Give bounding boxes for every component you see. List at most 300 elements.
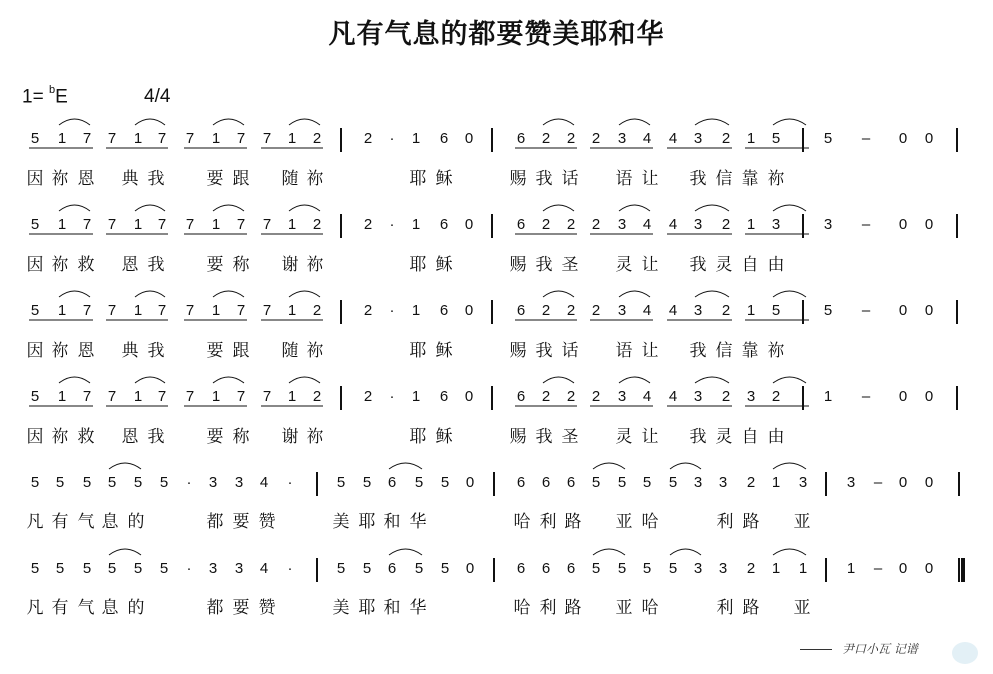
- note: 5: [336, 560, 346, 577]
- note: 2: [591, 216, 601, 233]
- lyric-char: 哈: [513, 598, 531, 618]
- note: 1: [57, 130, 67, 147]
- slur: [773, 291, 806, 297]
- lyric-char: 稣: [435, 255, 453, 275]
- note: 7: [107, 130, 117, 147]
- note: 2: [363, 302, 373, 319]
- note: 1: [823, 388, 833, 405]
- lyric-char: 华: [409, 598, 427, 618]
- lyric-char: 要: [206, 169, 224, 189]
- lyric-char: 凡: [26, 512, 44, 532]
- note: ·: [389, 388, 395, 405]
- note: 1: [287, 388, 297, 405]
- lyric-char: 路: [564, 598, 582, 618]
- lyric-char: 华: [409, 512, 427, 532]
- note: 5: [440, 560, 450, 577]
- note: 2: [721, 388, 731, 405]
- note: –: [873, 560, 883, 577]
- note: 6: [439, 216, 449, 233]
- note: 5: [159, 560, 169, 577]
- note: 0: [898, 130, 908, 147]
- note: 3: [693, 216, 703, 233]
- note: 1: [746, 130, 756, 147]
- note: –: [861, 302, 871, 319]
- lyric-char: 让: [641, 255, 659, 275]
- key-prefix: 1=: [22, 86, 44, 108]
- note: 6: [566, 560, 576, 577]
- note: 5: [30, 560, 40, 577]
- slur: [695, 291, 729, 297]
- note: 2: [721, 216, 731, 233]
- slur: [289, 377, 320, 383]
- note: 5: [30, 302, 40, 319]
- note: 7: [82, 388, 92, 405]
- lyric-char: 利: [716, 512, 734, 532]
- note: 4: [642, 130, 652, 147]
- note: 5: [823, 302, 833, 319]
- note: 5: [668, 560, 678, 577]
- note: 2: [566, 130, 576, 147]
- note: 1: [133, 302, 143, 319]
- note: 6: [541, 560, 551, 577]
- note: 3: [693, 474, 703, 491]
- note: 4: [642, 216, 652, 233]
- note: 5: [668, 474, 678, 491]
- lyric-char: 我: [535, 169, 553, 189]
- note: 2: [541, 216, 551, 233]
- slur: [695, 119, 729, 125]
- note: 2: [363, 216, 373, 233]
- note: 0: [924, 130, 934, 147]
- note: 7: [262, 388, 272, 405]
- note: 5: [771, 130, 781, 147]
- lyric-char: 利: [539, 512, 557, 532]
- note: 7: [185, 130, 195, 147]
- lyric-char: 因: [26, 169, 44, 189]
- note: 4: [642, 388, 652, 405]
- note: 5: [362, 560, 372, 577]
- note: ·: [287, 560, 293, 577]
- lyric-char: 哈: [641, 598, 659, 618]
- lyric-char: 赐: [509, 427, 527, 447]
- note: 5: [414, 560, 424, 577]
- note: 7: [236, 302, 246, 319]
- lyric-char: 谢: [281, 255, 299, 275]
- lyric-char: 祢: [51, 169, 69, 189]
- lyric-char: 祢: [767, 341, 785, 361]
- note: 2: [721, 302, 731, 319]
- lyric-char: 稣: [435, 427, 453, 447]
- lyric-char: 祢: [51, 341, 69, 361]
- note: 7: [107, 388, 117, 405]
- lyric-char: 美: [332, 598, 350, 618]
- slur: [213, 291, 244, 297]
- note: 5: [30, 216, 40, 233]
- lyric-char: 耶: [409, 169, 427, 189]
- lyric-char: 称: [232, 255, 250, 275]
- note: 6: [516, 474, 526, 491]
- lyric-char: 亚: [615, 512, 633, 532]
- note: 0: [924, 560, 934, 577]
- note: 3: [617, 130, 627, 147]
- lyric-char: 自: [741, 427, 759, 447]
- lyric-char: 语: [615, 169, 633, 189]
- lyric-char: 我: [689, 341, 707, 361]
- lyric-char: 要: [206, 255, 224, 275]
- lyric-char: 因: [26, 255, 44, 275]
- note: 0: [465, 474, 475, 491]
- note: 6: [439, 388, 449, 405]
- key-note: E: [55, 86, 68, 108]
- lyric-char: 赐: [509, 255, 527, 275]
- note: 2: [312, 130, 322, 147]
- note: 2: [312, 216, 322, 233]
- lyric-char: 靠: [741, 169, 759, 189]
- note: 0: [464, 130, 474, 147]
- lyric-char: 圣: [561, 255, 579, 275]
- lyric-char: 语: [615, 341, 633, 361]
- score-line: [27, 119, 958, 189]
- note: 3: [234, 560, 244, 577]
- note: 0: [924, 388, 934, 405]
- note: 2: [541, 302, 551, 319]
- note: 1: [746, 216, 756, 233]
- slur: [389, 549, 422, 555]
- note: 6: [439, 302, 449, 319]
- note: 0: [464, 302, 474, 319]
- lyric-char: 祢: [306, 255, 324, 275]
- note: 7: [107, 216, 117, 233]
- lyric-char: 随: [281, 169, 299, 189]
- note: ·: [389, 130, 395, 147]
- lyric-char: 我: [535, 341, 553, 361]
- lyric-char: 信: [715, 341, 733, 361]
- note: 7: [157, 216, 167, 233]
- slur: [695, 205, 729, 211]
- note: 3: [718, 474, 728, 491]
- lyric-char: 都: [206, 512, 224, 532]
- note: 6: [439, 130, 449, 147]
- note: 5: [107, 560, 117, 577]
- slur: [593, 549, 625, 555]
- lyric-char: 赐: [509, 341, 527, 361]
- slur: [289, 205, 320, 211]
- note: 7: [157, 388, 167, 405]
- note: 1: [287, 302, 297, 319]
- lyric-char: 路: [742, 598, 760, 618]
- lyric-char: 圣: [561, 427, 579, 447]
- lyric-char: 让: [641, 341, 659, 361]
- lyric-char: 稣: [435, 169, 453, 189]
- note: 0: [464, 216, 474, 233]
- score-line: [27, 205, 958, 275]
- note: 6: [516, 560, 526, 577]
- note: 6: [516, 130, 526, 147]
- note: 3: [617, 388, 627, 405]
- slur: [670, 549, 701, 555]
- lyric-char: 救: [77, 255, 95, 275]
- lyric-char: 让: [641, 169, 659, 189]
- lyric-char: 灵: [715, 255, 733, 275]
- note: 0: [898, 560, 908, 577]
- note: 1: [57, 388, 67, 405]
- note: 5: [30, 130, 40, 147]
- note: 7: [236, 216, 246, 233]
- lyric-char: 我: [689, 427, 707, 447]
- score-line: [27, 291, 958, 361]
- slur: [773, 463, 806, 469]
- note: 3: [798, 474, 808, 491]
- lyric-char: 利: [716, 598, 734, 618]
- note: 5: [642, 560, 652, 577]
- note: 1: [846, 560, 856, 577]
- note: 2: [771, 388, 781, 405]
- note: 6: [387, 474, 397, 491]
- note: 5: [107, 474, 117, 491]
- note: 0: [464, 388, 474, 405]
- lyric-char: 要: [232, 598, 250, 618]
- note: 2: [591, 388, 601, 405]
- note: 3: [693, 302, 703, 319]
- slur: [135, 119, 165, 125]
- lyric-char: 赞: [258, 598, 276, 618]
- note: 5: [82, 560, 92, 577]
- note: 2: [746, 560, 756, 577]
- lyric-char: 耶: [358, 512, 376, 532]
- slur: [619, 119, 650, 125]
- note: 1: [57, 216, 67, 233]
- lyric-char: 因: [26, 427, 44, 447]
- note: 3: [718, 560, 728, 577]
- note: 7: [157, 302, 167, 319]
- note: 7: [262, 130, 272, 147]
- note: ·: [389, 302, 395, 319]
- watermark-logo: [952, 642, 978, 664]
- note: 7: [157, 130, 167, 147]
- note: 5: [82, 474, 92, 491]
- slur: [59, 119, 90, 125]
- lyric-char: 都: [206, 598, 224, 618]
- note: 6: [566, 474, 576, 491]
- lyric-char: 让: [641, 427, 659, 447]
- note: ·: [287, 474, 293, 491]
- note: 3: [823, 216, 833, 233]
- note: –: [861, 216, 871, 233]
- note: 0: [465, 560, 475, 577]
- note: 2: [312, 388, 322, 405]
- note: 2: [363, 388, 373, 405]
- lyric-char: 话: [561, 341, 579, 361]
- lyric-char: 祢: [51, 255, 69, 275]
- note: 3: [234, 474, 244, 491]
- note: 1: [798, 560, 808, 577]
- note: 0: [924, 216, 934, 233]
- slur: [289, 291, 320, 297]
- note: 2: [721, 130, 731, 147]
- lyric-char: 哈: [513, 512, 531, 532]
- note: 5: [617, 474, 627, 491]
- note: 5: [55, 560, 65, 577]
- note: 1: [746, 302, 756, 319]
- lyric-char: 跟: [232, 169, 250, 189]
- note: 4: [668, 302, 678, 319]
- note: 7: [82, 216, 92, 233]
- note: 5: [823, 130, 833, 147]
- transcriber-credit: [800, 640, 918, 657]
- lyric-char: 我: [689, 169, 707, 189]
- lyric-char: 要: [232, 512, 250, 532]
- note: 1: [411, 130, 421, 147]
- note: 0: [924, 302, 934, 319]
- note: 1: [411, 388, 421, 405]
- slur: [543, 119, 574, 125]
- slur: [619, 205, 650, 211]
- note: 1: [211, 302, 221, 319]
- note: 4: [668, 388, 678, 405]
- lyric-char: 灵: [615, 427, 633, 447]
- note: 1: [211, 216, 221, 233]
- slur: [289, 119, 320, 125]
- slur: [773, 205, 806, 211]
- time-signature: 4/4: [144, 86, 171, 107]
- note: 2: [363, 130, 373, 147]
- lyric-char: 有: [51, 512, 69, 532]
- note: 4: [259, 560, 269, 577]
- note: 1: [211, 388, 221, 405]
- note: 1: [287, 130, 297, 147]
- note: 5: [642, 474, 652, 491]
- lyric-char: 美: [332, 512, 350, 532]
- lyric-char: 恩: [77, 341, 95, 361]
- note: 5: [771, 302, 781, 319]
- note: 0: [924, 474, 934, 491]
- lyric-char: 因: [26, 341, 44, 361]
- note: 3: [746, 388, 756, 405]
- note: 7: [236, 388, 246, 405]
- lyric-char: 我: [147, 169, 165, 189]
- lyric-char: 恩: [121, 427, 139, 447]
- lyric-char: 跟: [232, 341, 250, 361]
- lyric-char: 赞: [258, 512, 276, 532]
- slur: [59, 291, 90, 297]
- note: 2: [541, 388, 551, 405]
- note: 1: [133, 388, 143, 405]
- note: 3: [617, 216, 627, 233]
- lyric-char: 气: [77, 512, 95, 532]
- lyric-char: 路: [564, 512, 582, 532]
- note: 7: [262, 302, 272, 319]
- lyric-char: 要: [206, 427, 224, 447]
- note: 7: [185, 388, 195, 405]
- slur: [543, 205, 574, 211]
- lyric-char: 恩: [77, 169, 95, 189]
- lyric-char: 祢: [306, 427, 324, 447]
- note: 4: [642, 302, 652, 319]
- note: 0: [898, 302, 908, 319]
- note: –: [861, 130, 871, 147]
- slur: [109, 549, 141, 555]
- credit-text: 尹口小瓦 记谱: [842, 642, 918, 656]
- slur: [135, 291, 165, 297]
- note: –: [873, 474, 883, 491]
- slur: [773, 377, 806, 383]
- note: –: [861, 388, 871, 405]
- score-line: [27, 549, 964, 618]
- note: 6: [516, 388, 526, 405]
- slur: [773, 119, 806, 125]
- note: 3: [693, 560, 703, 577]
- score-line: [27, 463, 960, 532]
- slur: [695, 377, 729, 383]
- slur: [593, 463, 625, 469]
- lyric-char: 我: [147, 427, 165, 447]
- note: 6: [387, 560, 397, 577]
- note: 1: [411, 302, 421, 319]
- note: 7: [107, 302, 117, 319]
- lyric-char: 灵: [715, 427, 733, 447]
- note: 5: [617, 560, 627, 577]
- note: 6: [516, 216, 526, 233]
- note: 5: [55, 474, 65, 491]
- note: 7: [236, 130, 246, 147]
- slur: [543, 377, 574, 383]
- lyric-char: 要: [206, 341, 224, 361]
- lyric-char: 祢: [306, 169, 324, 189]
- lyric-char: 话: [561, 169, 579, 189]
- note: 3: [771, 216, 781, 233]
- note: 1: [211, 130, 221, 147]
- lyric-char: 随: [281, 341, 299, 361]
- note: 3: [693, 388, 703, 405]
- lyric-char: 救: [77, 427, 95, 447]
- lyric-char: 耶: [409, 255, 427, 275]
- lyric-char: 祢: [767, 169, 785, 189]
- lyric-char: 谢: [281, 427, 299, 447]
- note: 7: [262, 216, 272, 233]
- slur: [543, 291, 574, 297]
- note: 5: [159, 474, 169, 491]
- lyric-char: 亚: [793, 512, 811, 532]
- note: 0: [898, 388, 908, 405]
- slur: [135, 205, 165, 211]
- note: 3: [617, 302, 627, 319]
- lyric-char: 由: [767, 255, 785, 275]
- lyric-char: 我: [147, 255, 165, 275]
- note: 1: [287, 216, 297, 233]
- lyric-char: 息: [101, 512, 119, 532]
- lyric-char: 由: [767, 427, 785, 447]
- note: 5: [133, 474, 143, 491]
- lyric-char: 哈: [641, 512, 659, 532]
- note: 2: [591, 130, 601, 147]
- note: 5: [591, 474, 601, 491]
- slur: [59, 377, 90, 383]
- note: ·: [186, 474, 192, 491]
- note: 2: [566, 302, 576, 319]
- note: 2: [541, 130, 551, 147]
- lyric-char: 我: [689, 255, 707, 275]
- lyric-char: 耶: [358, 598, 376, 618]
- lyric-char: 的: [127, 512, 145, 532]
- lyric-char: 祢: [51, 427, 69, 447]
- lyric-char: 灵: [615, 255, 633, 275]
- slur: [619, 377, 650, 383]
- note: 5: [133, 560, 143, 577]
- slur: [773, 549, 806, 555]
- lyric-char: 路: [742, 512, 760, 532]
- lyric-char: 我: [147, 341, 165, 361]
- lyric-char: 我: [535, 255, 553, 275]
